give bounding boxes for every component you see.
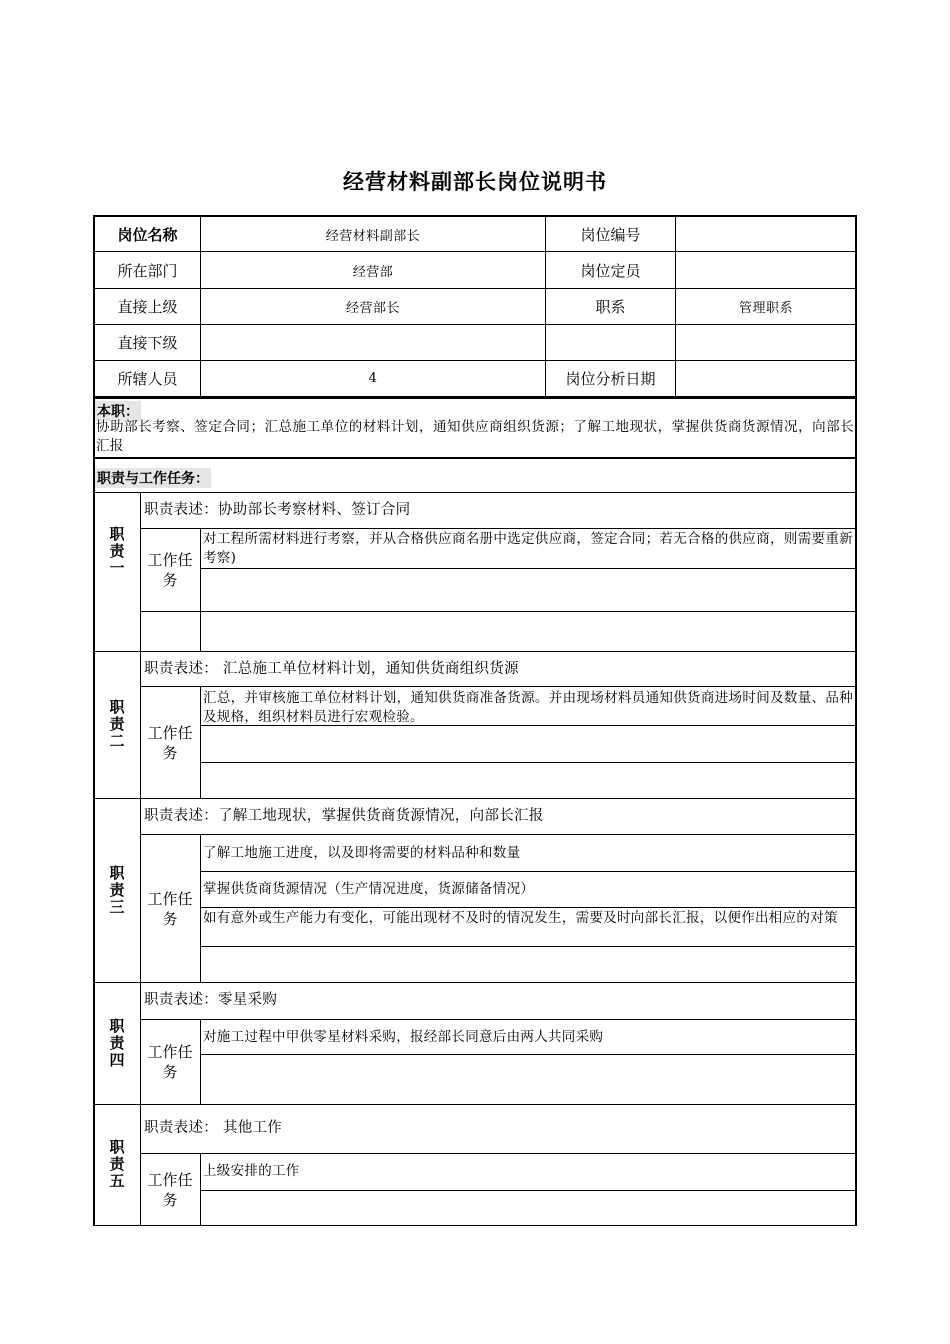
duty-3-title: 职责三 <box>107 864 126 916</box>
duty-3-desc: 职责表述：了解工地现状，掌握供货商货源情况，向部长汇报 <box>144 808 544 824</box>
value-direct-superior: 经营部长 <box>345 301 400 316</box>
label-headcount: 岗位定员 <box>580 261 641 280</box>
duty-2-desc: 职责表述： 汇总施工单位材料计划，通知供货商组织货源 <box>144 661 519 677</box>
label-department: 所在部门 <box>117 261 178 280</box>
label-analysis-date: 岗位分析日期 <box>565 370 656 388</box>
label-direct-subordinate: 直接下级 <box>117 334 178 352</box>
duty-2-task-1: 汇总，并审核施工单位材料计划，通知供货商准备货源。并由现场材料员通知供货商进场时间及数量、品种及规格，组织材料员进行宏观检验。 <box>203 690 853 725</box>
page-title: 经营材料副部长岗位说明书 <box>343 170 607 194</box>
value-staff-count: 4 <box>368 371 378 386</box>
duty-5-title: 职责五 <box>107 1139 126 1190</box>
value-empty <box>676 325 856 360</box>
value-headcount <box>676 252 856 288</box>
value-job-family: 管理职系 <box>738 301 793 316</box>
duty-5-work-label: 工作任务 <box>147 1170 193 1209</box>
duty-2-title: 职责二 <box>107 699 126 750</box>
label-position-code: 岗位编号 <box>580 225 641 244</box>
duty-1-task-1: 对工程所需材料进行考察，并从合格供应商名册中选定供应商，签定合同；若无合格的供应商，则需要重新考察) <box>203 531 853 566</box>
duty-2-work-label: 工作任务 <box>147 723 193 762</box>
label-empty <box>546 325 675 360</box>
duty-3-work-label: 工作任务 <box>147 889 193 928</box>
duty-4-title: 职责四 <box>107 1017 126 1069</box>
duty-4-desc: 职责表述：零星采购 <box>144 992 278 1008</box>
duty-1-work-label: 工作任务 <box>147 551 193 589</box>
label-position-name: 岗位名称 <box>117 225 178 244</box>
value-department: 经营部 <box>352 264 394 280</box>
value-direct-subordinate <box>201 325 545 360</box>
duty-5-task-1: 上级安排的工作 <box>203 1163 300 1179</box>
duty-1-title: 职责一 <box>107 526 126 577</box>
duty-5-desc: 职责表述： 其他工作 <box>144 1120 283 1136</box>
duties-heading: 职责与工作任务： <box>95 468 211 488</box>
duty-3-task-3: 如有意外或生产能力有变化，可能出现材不及时的情况发生，需要及时向部长汇报，以便作出相应的对策 <box>203 910 838 926</box>
duty-1-desc: 职责表述：协助部长考察材料、签订合同 <box>144 502 411 518</box>
duty-4-task-1: 对施工过程中甲供零星材料采购，报经部长同意后由两人共同采购 <box>203 1029 604 1045</box>
summary-heading: 本职： <box>95 401 141 421</box>
label-staff-count: 所辖人员 <box>117 370 178 388</box>
label-direct-superior: 直接上级 <box>117 298 178 316</box>
label-job-family: 职系 <box>595 298 626 316</box>
duty-3-task-1: 了解工地施工进度，以及即将需要的材料品种和数量 <box>203 845 521 861</box>
summary-text: 协助部长考察、签定合同；汇总施工单位的材料计划，通知供应商组织货源；了解工地现状，掌握供货商货源情况，向部长汇报 <box>96 419 854 454</box>
value-position-name: 经营材料副部长 <box>325 228 421 244</box>
value-analysis-date <box>676 361 856 396</box>
duty-3-task-2: 掌握供货商货源情况（生产情况进度，货源储备情况） <box>203 881 535 897</box>
duty-4-work-label: 工作任务 <box>147 1043 193 1081</box>
value-position-code <box>676 217 856 251</box>
